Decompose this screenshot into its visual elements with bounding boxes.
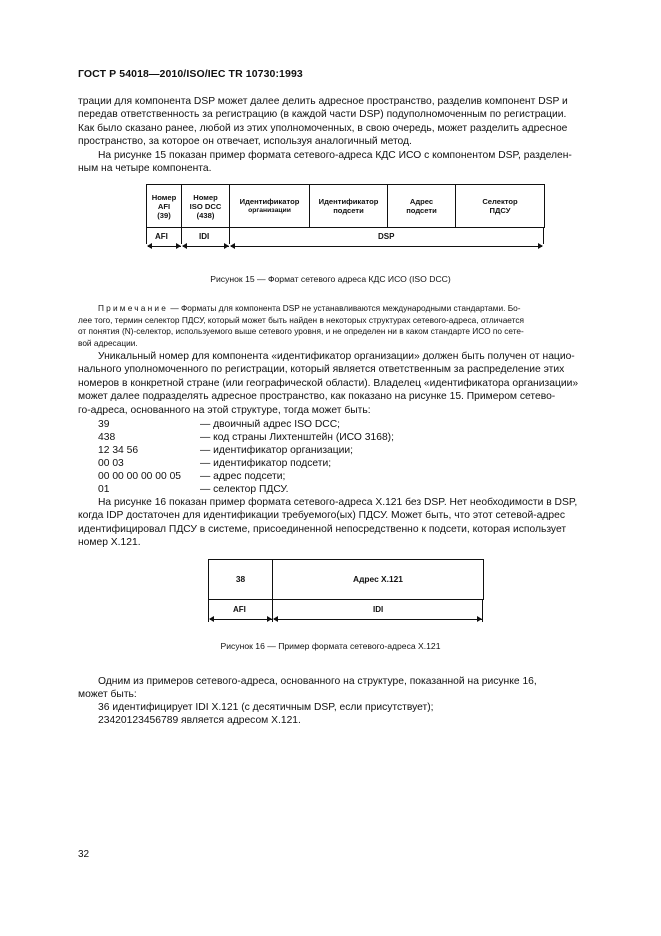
document-header: ГОСТ Р 54018—2010/ISO/IEC TR 10730:1993: [78, 68, 303, 80]
list-item: 39 — двоичный адрес ISO DCC;: [98, 419, 341, 430]
figure-16-table: [208, 559, 484, 600]
list-item: 00 00 00 00 00 05 — адрес подсети;: [98, 471, 286, 482]
arrow-left-icon: [273, 616, 278, 622]
note-lead: Примечание: [98, 303, 169, 313]
dim-tick: [543, 228, 544, 244]
text-line: нального уполномоченного по регистрации, который является ответственным за распределение этих: [78, 364, 565, 376]
arrow-right-icon: [176, 243, 181, 249]
cell-nsap-selector: Селектор ПДСУ: [456, 185, 545, 228]
cell-x121-address: Адрес X.121: [273, 560, 484, 600]
list-item: 438 — код страны Лихтенштейн (ИСО 3168);: [98, 432, 394, 443]
paragraph-6: [78, 701, 614, 728]
text-line: пространство, за которое он отвечает, используя аналогичный метод.: [78, 136, 412, 148]
dim-tick: [482, 600, 483, 622]
arrow-left-icon: [230, 243, 235, 249]
text-line: На рисунке 15 показан пример формата сетевого-адреса КДС ИСО с компонентом DSP, разделен-: [98, 150, 572, 161]
dim-tick: [229, 228, 230, 244]
arrow-right-icon: [538, 243, 543, 249]
figure-15-table: [146, 184, 545, 228]
paragraph-2: [78, 149, 614, 176]
text-line: вой адресации.: [78, 337, 138, 348]
text-line: 36 идентифицирует IDI X.121 (с десятичным DSP, если присутствует);: [98, 702, 434, 713]
list-item: 01 — селектор ПДСУ.: [98, 484, 289, 495]
text-line: го-адреса, основанного на этой структуре, тогда может быть:: [78, 404, 371, 416]
paragraph-1: [78, 95, 614, 149]
arrow-left-icon: [147, 243, 152, 249]
arrow-right-icon: [477, 616, 482, 622]
text-line: лее того, термин селектор ПДСУ, который может быть найден в некоторых структурах сетевого-адреса, отличается: [78, 314, 524, 325]
text-line: — Форматы для компонента DSP не устанавливаются международными стандартами. Бо-: [170, 303, 521, 313]
text-line: На рисунке 16 показан пример формата сетевого-адреса X.121 без DSP. Нет необходимости в DSP,: [98, 497, 578, 508]
afi-label: AFI: [233, 605, 246, 614]
paragraph-5: [78, 675, 614, 702]
afi-label: AFI: [155, 232, 168, 241]
idi-label: IDI: [373, 605, 384, 614]
text-line: 23420123456789 является адресом X.121.: [98, 715, 301, 727]
cell-subnet-id: Идентификатор подсети: [310, 185, 388, 228]
text-line: может быть:: [78, 689, 137, 701]
arrow-right-icon: [267, 616, 272, 622]
dsp-label: DSP: [378, 232, 395, 241]
idi-span-line: [274, 619, 482, 620]
cell-subnet-address: Адрес подсети: [388, 185, 456, 228]
page-number: 32: [78, 849, 90, 860]
cell-org-id: Идентификатор организации: [230, 185, 310, 228]
figure-16-caption: Рисунок 16 — Пример формата сетевого-адреса X.121: [220, 641, 441, 651]
cell-iso-dcc-number: Номер ISO DCC (438): [182, 185, 230, 228]
text-line: ным на четыре компонента.: [78, 163, 212, 175]
text-line: передав ответственность за регистрацию (в каждой части DSP) подуполномоченным по регистрации.: [78, 109, 567, 121]
text-line: когда IDP достаточен для идентификации требуемого(ых) ПДСУ. Может быть, что этот сетевой-адрес: [78, 510, 565, 522]
arrow-right-icon: [224, 243, 229, 249]
text-line: Как было сказано ранее, любой из этих уполномоченных, в свою очередь, может разделить адресное: [78, 122, 568, 134]
text-line: может далее подразделять адресное пространство, как показано на рисунке 15. Примером сетево-: [78, 391, 556, 403]
idi-label: IDI: [199, 232, 210, 241]
text-line: номер X.121.: [78, 537, 141, 549]
cell-afi-value: 38: [209, 560, 273, 600]
arrow-left-icon: [209, 616, 214, 622]
dim-tick: [181, 228, 182, 244]
note: [78, 303, 614, 349]
cell-afi-number: Номер AFI (39): [147, 185, 182, 228]
figure-15: [146, 184, 545, 241]
figure-15-caption: Рисунок 15 — Формат сетевого адреса КДС ИСО (ISO DCC): [210, 274, 451, 284]
text-line: от понятия (N)-селектор, используемого выше сетевого уровня, и не определен ни в каком стандарте ИСО по сете-: [78, 326, 524, 337]
figure-16: [208, 559, 484, 614]
text-line: Одним из примеров сетевого-адреса, основанного на структуре, показанной на рисунке 16,: [98, 676, 537, 687]
paragraph-3: [78, 350, 614, 417]
list-item: 12 34 56 — идентификатор организации;: [98, 445, 354, 456]
dim-tick: [146, 228, 147, 244]
list-item: 00 03 — идентификатор подсети;: [98, 458, 332, 469]
dsp-span-line: [231, 246, 542, 247]
text-line: Уникальный номер для компонента «идентификатор организации» должен быть получен от нацио-: [98, 351, 575, 362]
text-line: идентифицировал ПДСУ в системе, присоединенной непосредственно к подсети, которая использует: [78, 523, 567, 535]
text-line: трации для компонента DSP может далее делить адресное пространство, разделив компонент DSP и: [78, 96, 568, 107]
text-line: номеров в конкретной стране (или географической области). Владелец «идентификатора организации»: [78, 377, 579, 389]
paragraph-4: [78, 496, 614, 550]
idi-span-line: [183, 246, 229, 247]
arrow-left-icon: [182, 243, 187, 249]
afi-span-line: [210, 619, 272, 620]
